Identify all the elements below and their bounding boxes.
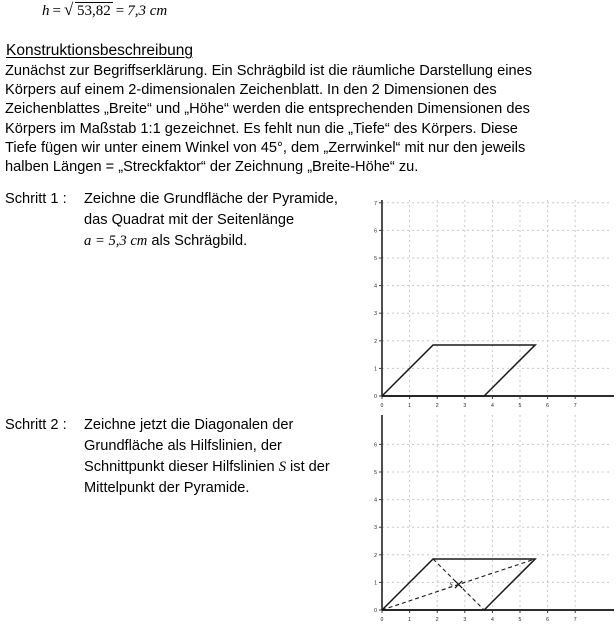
intro-paragraph	[5, 62, 611, 177]
formula-equals-2: =	[115, 3, 125, 19]
y-tick-label: 6	[374, 442, 377, 449]
x-tick-label: 6	[546, 403, 550, 409]
grid-lines	[382, 200, 612, 396]
x-tick-label: 6	[546, 617, 550, 623]
x-tick-label: 2	[435, 403, 439, 409]
x-tick-label: 4	[490, 617, 494, 623]
formula-result: 7,3 cm	[127, 3, 168, 19]
intro-line: Zeichenblattes „Breite“ und „Höhe“ werden die entsprechenden Dimensionen des	[5, 101, 530, 118]
step-2-label: Schritt 2 :	[5, 417, 67, 433]
x-tick-label: 7	[573, 617, 577, 623]
x-tick-label: 5	[518, 403, 522, 409]
step-2-line-prefix: Schnittpunkt dieser Hilfslinien	[84, 459, 279, 475]
x-tick-label: 7	[573, 403, 577, 409]
step-2-body	[84, 415, 384, 499]
intro-line: Körpers auf einem 2-dimensionalen Zeichenblatt. In den 2 Dimensionen des	[5, 82, 497, 99]
x-tick-label: 3	[463, 617, 467, 623]
y-tick-label: 7	[374, 200, 377, 207]
x-tick-label: 0	[380, 403, 384, 409]
y-tick-label: 1	[374, 366, 377, 373]
step-1-body	[84, 189, 384, 252]
intro-line: Tiefe fügen wir unter einem Winkel von 45°, dem „Zerrwinkel“ mit nur den jeweils	[5, 139, 526, 156]
square-root	[64, 2, 113, 20]
y-tick-label: 5	[374, 256, 377, 262]
axes	[382, 200, 614, 396]
step-2-line	[84, 457, 384, 478]
x-tick-label: 2	[435, 617, 439, 623]
chart-schritt-2-canvas	[372, 415, 616, 627]
y-tick-label: 3	[374, 525, 377, 532]
radical-sign-icon: √	[63, 0, 74, 19]
x-tick-label: 4	[490, 403, 494, 409]
step-2-line: Zeichne jetzt die Diagonalen der	[84, 417, 294, 433]
x-tick-label: 5	[518, 617, 522, 623]
x-tick-label: 1	[408, 617, 412, 623]
step-1-line	[84, 231, 384, 252]
y-tick-label: 6	[374, 228, 377, 235]
y-tick-label: 5	[374, 470, 377, 476]
x-tick-label: 3	[463, 403, 467, 409]
step-2-line: Mittelpunkt der Pyramide.	[84, 480, 250, 496]
intro-line: Zunächst zur Begriffserklärung. Ein Schrägbild ist die räumliche Darstellung eines	[5, 63, 532, 79]
tick-labels	[374, 442, 577, 623]
step-1-label: Schritt 1 :	[5, 191, 67, 207]
y-tick-label: 4	[374, 283, 377, 290]
step-1-line-rest: als Schrägbild.	[147, 233, 248, 249]
height-formula	[42, 2, 167, 20]
step-2-line: Grundfläche als Hilfslinien, der	[84, 438, 282, 454]
x-tick-label: 0	[380, 617, 384, 623]
y-tick-label: 4	[374, 497, 377, 504]
step-1-side-length-math: a = 5,3 cm	[84, 233, 148, 249]
section-heading: Konstruktionsbeschreibung	[6, 42, 193, 59]
tick-labels	[374, 201, 577, 409]
intro-line: Körpers im Maßstab 1:1 gezeichnet. Es fehlt nun die „Tiefe“ des Körpers. Diese	[5, 120, 518, 137]
chart-schritt-2	[372, 415, 616, 627]
y-tick-label: 0	[374, 394, 377, 400]
y-tick-label: 3	[374, 311, 377, 318]
intro-line: halben Längen = „Streckfaktor“ der Zeichnung „Breite-Höhe“ zu.	[5, 159, 419, 176]
radicand: 53,82	[76, 3, 111, 19]
step-2-line-suffix: ist der	[285, 459, 330, 475]
x-tick-label: 1	[408, 403, 412, 409]
y-tick-label: 0	[374, 608, 377, 614]
y-tick-label: 2	[374, 552, 377, 559]
formula-equals-1: =	[52, 3, 61, 19]
y-tick-label: 2	[374, 338, 377, 345]
step-1-line: Zeichne die Grundfläche der Pyramide,	[84, 191, 338, 207]
step-2-point-s-math: S	[278, 459, 286, 475]
point-label: S	[449, 580, 453, 589]
parallelogram-base	[382, 345, 535, 396]
y-tick-label: 1	[374, 580, 377, 587]
chart-schritt-1	[372, 200, 616, 413]
step-1-line: das Quadrat mit der Seitenlänge	[84, 212, 295, 228]
grid-lines	[382, 415, 612, 610]
chart-schritt-1-canvas	[372, 200, 616, 413]
formula-lhs: h	[42, 3, 50, 19]
